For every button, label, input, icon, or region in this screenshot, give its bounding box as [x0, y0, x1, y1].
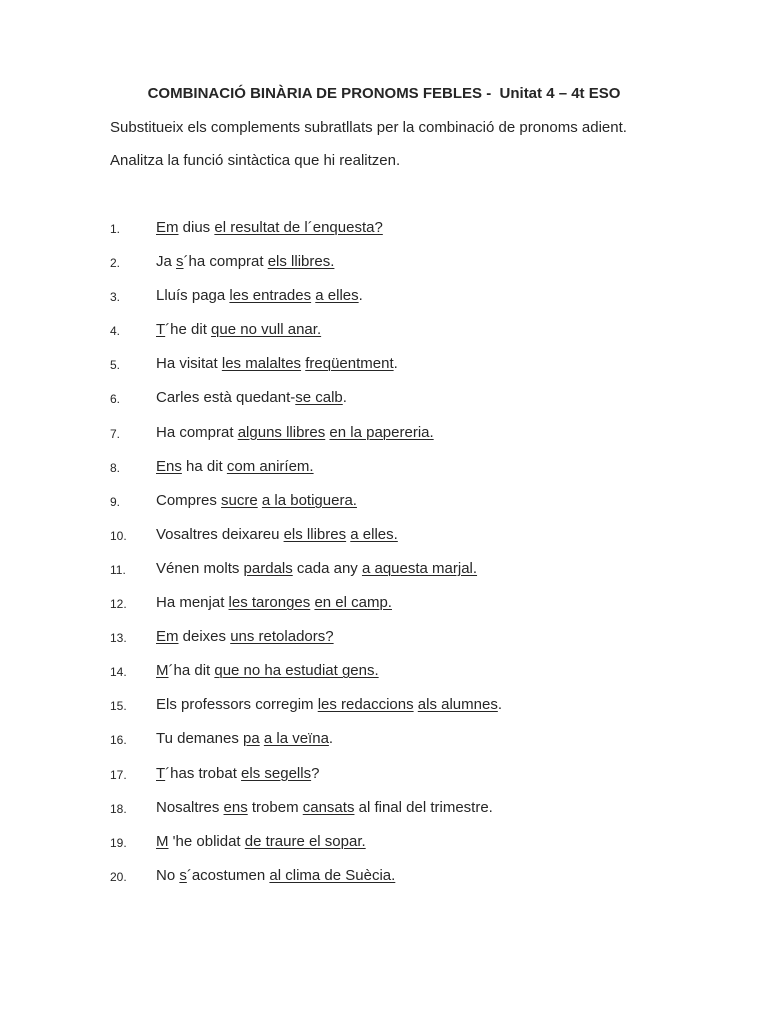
exercise-item	[0, 491, 768, 525]
exercise-item	[0, 559, 768, 593]
exercise-item	[0, 218, 768, 252]
underlined-complement: els llibres.	[267, 253, 335, 271]
exercise-number: 10.	[110, 528, 127, 543]
sentence-text: Ha comprat	[156, 423, 238, 441]
exercise-number: 6.	[110, 392, 121, 407]
exercise-number: 11.	[110, 562, 126, 577]
underlined-complement: s	[179, 866, 187, 884]
sentence-text: Nosaltres	[156, 798, 224, 816]
sentence-text: .	[328, 730, 334, 748]
underlined-complement: cansats	[302, 798, 355, 816]
exercise-number: 9.	[110, 494, 121, 509]
underlined-complement: uns retoladors?	[230, 628, 334, 646]
exercise-list	[0, 218, 768, 900]
sentence-text: al final del trimestre.	[354, 798, 493, 816]
underlined-complement: els llibres	[283, 525, 347, 543]
sentence-text: Carles està quedant-	[156, 389, 296, 407]
exercise-item	[0, 525, 768, 559]
exercise-sentence	[156, 866, 395, 886]
exercise-item	[0, 866, 768, 900]
sentence-text: Compres	[156, 491, 222, 509]
underlined-complement: s	[176, 253, 184, 271]
exercise-number: 16.	[110, 733, 127, 748]
sentence-text: ´has trobat	[165, 764, 242, 782]
sentence-text: .	[393, 355, 398, 373]
underlined-complement: als alumnes	[417, 696, 498, 714]
underlined-complement: els segells	[241, 764, 312, 782]
underlined-complement: el resultat de l´enquesta?	[214, 219, 383, 236]
sentence-text: No	[156, 866, 180, 884]
underlined-complement: T	[156, 321, 166, 339]
underlined-complement: a aquesta marjal.	[361, 559, 478, 577]
exercise-item	[0, 354, 768, 388]
exercise-sentence	[156, 798, 493, 818]
sentence-text: Lluís paga	[156, 287, 230, 305]
sentence-text: ´ha dit	[168, 662, 215, 680]
underlined-complement: de traure el sopar.	[244, 832, 366, 850]
sentence-text: ´ha comprat	[183, 253, 268, 271]
exercise-sentence	[156, 729, 333, 749]
sentence-text: ha dit	[181, 457, 227, 475]
exercise-sentence	[156, 423, 434, 443]
underlined-complement: freqüentment	[305, 355, 394, 373]
underlined-complement: Em	[156, 219, 179, 236]
sentence-text: ?	[311, 764, 320, 782]
underlined-complement: M	[156, 832, 169, 850]
underlined-complement: les redaccions	[317, 696, 414, 714]
sentence-text: deixes	[178, 628, 231, 646]
exercise-sentence	[156, 627, 334, 647]
underlined-complement: pardals	[243, 559, 293, 577]
underlined-complement: que no vull anar.	[211, 321, 322, 339]
exercise-sentence	[156, 491, 357, 511]
underlined-complement: a la botiguera.	[261, 491, 357, 509]
underlined-complement: al clima de Suècia.	[269, 866, 396, 884]
exercise-item	[0, 661, 768, 695]
exercise-sentence	[156, 661, 379, 681]
sentence-text: Ha menjat	[156, 594, 229, 612]
sentence-text: Ha visitat	[156, 355, 222, 373]
exercise-number: 4.	[110, 324, 121, 339]
exercise-item	[0, 252, 768, 286]
underlined-complement: en el camp.	[314, 594, 392, 612]
exercise-item	[0, 286, 768, 320]
sentence-text: ´he dit	[165, 321, 212, 339]
sentence-text: cada any	[292, 559, 362, 577]
underlined-complement: en la papereria.	[329, 423, 434, 441]
exercise-sentence	[156, 218, 383, 238]
underlined-complement: a elles.	[350, 525, 398, 543]
underlined-complement: alguns llibres	[237, 423, 326, 441]
exercise-item	[0, 729, 768, 763]
sentence-text: .	[497, 696, 502, 714]
sentence-text: 'he oblidat	[168, 832, 245, 850]
exercise-item	[0, 388, 768, 422]
exercise-sentence	[156, 525, 398, 545]
exercise-sentence	[156, 457, 314, 477]
exercise-item	[0, 627, 768, 661]
underlined-complement: sucre	[221, 491, 258, 509]
exercise-number: 2.	[110, 256, 121, 271]
exercise-sentence	[156, 388, 347, 408]
underlined-complement: les malaltes	[221, 355, 302, 373]
sentence-text: Tu demanes	[156, 730, 243, 748]
document-title: COMBINACIÓ BINÀRIA DE PRONOMS FEBLES - Unitat 4 – 4t ESO	[147, 85, 621, 102]
exercise-number: 1.	[110, 222, 121, 236]
exercise-sentence	[156, 354, 398, 374]
exercise-number: 12.	[110, 597, 127, 612]
exercise-number: 3.	[110, 290, 121, 305]
instruction-analyze: Analitza la funció sintàctica que hi realitzen.	[110, 152, 401, 169]
exercise-sentence	[156, 252, 334, 272]
exercise-number: 20.	[110, 869, 127, 884]
exercise-number: 5.	[110, 358, 121, 373]
exercise-item	[0, 798, 768, 832]
exercise-number: 8.	[110, 460, 121, 475]
exercise-item	[0, 423, 768, 457]
exercise-number: 18.	[110, 801, 127, 816]
sentence-text: dius	[178, 219, 215, 236]
underlined-complement: les entrades	[229, 287, 312, 305]
exercise-sentence	[156, 764, 319, 784]
underlined-complement: que no ha estudiat gens.	[214, 662, 379, 680]
exercise-sentence	[156, 286, 363, 306]
underlined-complement: se calb	[295, 389, 343, 407]
exercise-number: 17.	[110, 767, 127, 782]
exercise-item	[0, 593, 768, 627]
exercise-number: 13.	[110, 631, 127, 646]
exercise-item	[0, 832, 768, 866]
underlined-complement: ens	[223, 798, 248, 816]
underlined-complement: Em	[156, 628, 179, 646]
instruction-substitute: Substitueix els complements subratllats per la combinació de pronoms adient.	[110, 119, 627, 136]
exercise-number: 19.	[110, 835, 127, 850]
sentence-text: .	[342, 389, 347, 407]
underlined-complement: T	[156, 764, 166, 782]
exercise-sentence	[156, 559, 477, 579]
exercise-item	[0, 764, 768, 798]
exercise-sentence	[156, 593, 392, 613]
sentence-text: Ja	[156, 253, 177, 271]
underlined-complement: Ens	[156, 457, 182, 475]
sentence-text: Vosaltres deixareu	[156, 525, 284, 543]
exercise-item	[0, 320, 768, 354]
exercise-number: 15.	[110, 699, 127, 714]
exercise-sentence	[156, 695, 502, 715]
exercise-item	[0, 695, 768, 729]
exercise-item	[0, 457, 768, 491]
sentence-text: Els professors corregim	[156, 696, 318, 714]
underlined-complement: pa	[243, 730, 260, 748]
sentence-text: Vénen molts	[156, 559, 244, 577]
sentence-text: .	[358, 287, 363, 305]
underlined-complement: a elles	[315, 287, 359, 305]
exercise-number: 7.	[110, 426, 121, 441]
exercise-sentence	[156, 320, 321, 340]
underlined-complement: com aniríem.	[226, 457, 314, 475]
sentence-text: ´acostumen	[186, 866, 270, 884]
underlined-complement: a la veïna	[263, 730, 329, 748]
sentence-text: trobem	[247, 798, 303, 816]
underlined-complement: M	[156, 662, 169, 680]
exercise-number: 14.	[110, 665, 127, 680]
exercise-sentence	[156, 832, 366, 852]
underlined-complement: les taronges	[228, 594, 311, 612]
